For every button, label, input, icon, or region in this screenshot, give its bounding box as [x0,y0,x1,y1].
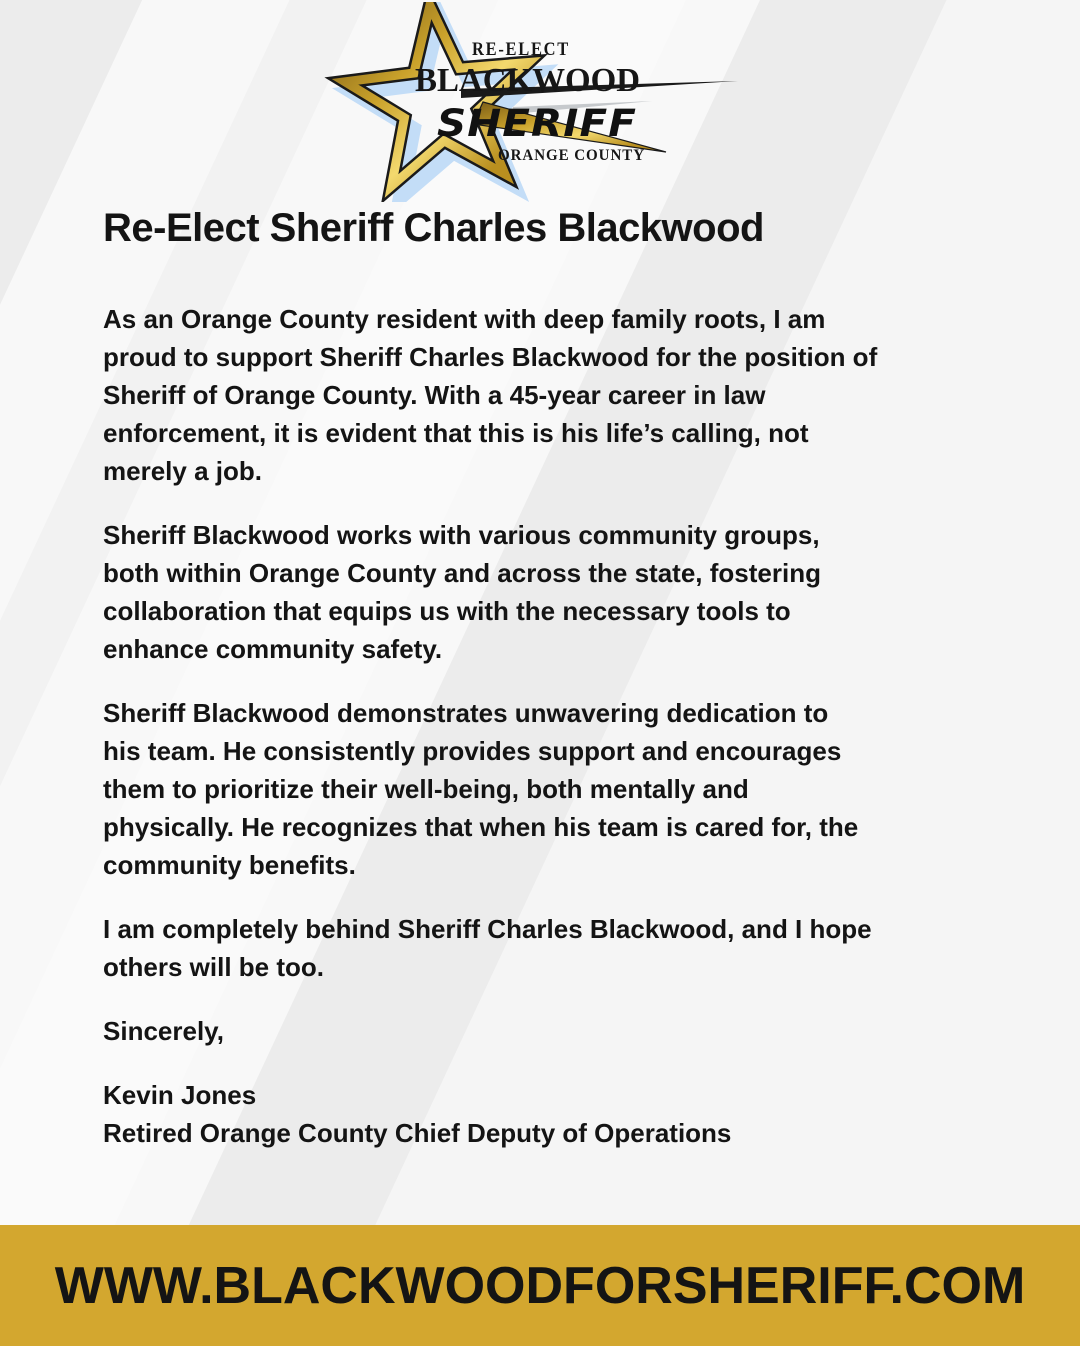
letter-line: Sincerely, [103,1016,224,1046]
letter-line: collaboration that equips us with the necessary tools to [103,596,791,626]
logo-county-text: ORANGE COUNTY [498,147,645,164]
letter-line: enhance community safety. [103,634,443,664]
endorsement-letter [103,300,973,1178]
letter-line: merely a job. [103,456,262,486]
website-banner [0,1225,1080,1346]
letter-line: community benefits. [103,850,356,880]
logo-re-elect-text: RE-ELECT [472,39,570,60]
paragraph [103,300,973,490]
letter-line: both within Orange County and across the state, fostering [103,558,821,588]
letter-line: enforcement, it is evident that this is his life’s calling, not [103,418,809,448]
campaign-logo [278,2,858,202]
website-url: WWW.BLACKWOODFORSHERIFF.COM [54,1256,1026,1315]
closing [103,1012,973,1050]
letter-line: I am completely behind Sheriff Charles Blackwood, and I hope [103,914,872,944]
logo-sheriff-text: SHERIFF [437,102,637,145]
letter-line: his team. He consistently provides support and encourages [103,736,842,766]
letter-line: physically. He recognizes that when his team is cared for, the [103,812,859,842]
signature-name: Kevin Jones [103,1080,257,1110]
page-title: Re-Elect Sheriff Charles Blackwood [103,206,764,250]
letter-line: others will be too. [103,952,325,982]
logo-name-text: BLACKWOOD [415,62,640,99]
letter-line: proud to support Sheriff Charles Blackwood for the position of [103,342,878,372]
paragraph [103,910,973,986]
signature-title: Retired Orange County Chief Deputy of Operations [103,1118,732,1148]
paragraph [103,694,973,884]
letter-line: them to prioritize their well-being, both mentally and [103,774,749,804]
letter-line: Sheriff of Orange County. With a 45-year career in law [103,380,766,410]
paragraph [103,516,973,668]
signature [103,1076,973,1152]
letter-line: As an Orange County resident with deep family roots, I am [103,304,826,334]
letter-line: Sheriff Blackwood demonstrates unwavering dedication to [103,698,829,728]
letter-line: Sheriff Blackwood works with various community groups, [103,520,820,550]
